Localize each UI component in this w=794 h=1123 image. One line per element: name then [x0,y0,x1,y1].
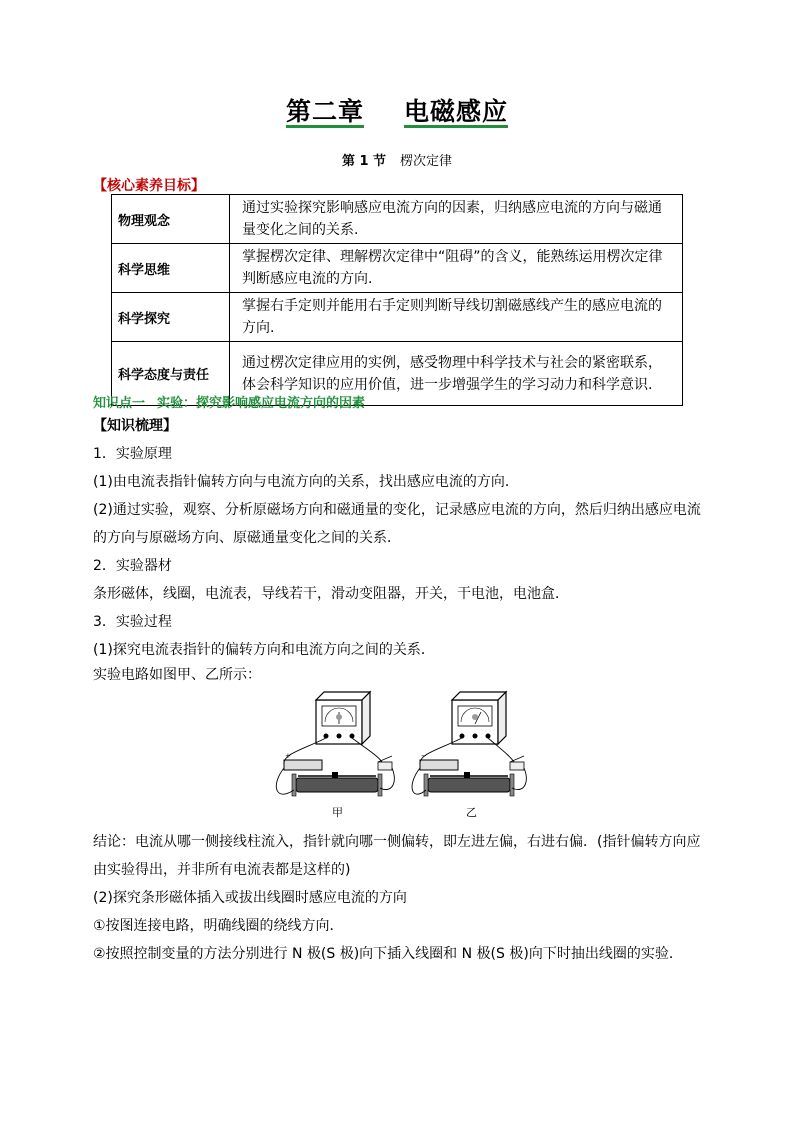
switch-icon [378,756,392,770]
goal-value: 通过楞次定律应用的实例，感受物理中科学技术与社会的紧密联系，体会科学知识的应用价值，进一步增强学生的学习动力和科学意识. [230,342,683,406]
paragraph: (1)探究电流表指针的偏转方向和电流方向之间的关系． [93,642,435,658]
galvanometer-icon [452,692,506,744]
table-row [112,195,683,244]
chapter-number: 第二章 [285,97,364,126]
paragraph: ①按图连接电路，明确线圈的绕线方向． [93,918,344,934]
goal-value: 通过实验探究影响感应电流方向的因素，归纳感应电流的方向与磁通量变化之间的关系. [230,195,683,244]
section-name: 楞次定律 [400,154,453,169]
switch-icon [510,756,524,770]
paragraph: 条形磁体，线圈，电流表，导线若干，滑动变阻器，开关，干电池，电池盒． [93,586,569,602]
knowledge-point-title: 实验：探究影响感应电流方向的因素 [157,396,366,411]
paragraph: (2)通过实验，观察、分析原磁场方向和磁通量的变化，记录感应电流的方向，然后归纳出感应电流的方向与原磁场方向、原磁通量变化之间的关系． [93,502,701,546]
paragraph: 3．实验过程 [93,614,172,630]
battery-minus-label: − [421,752,427,760]
rheostat-icon [424,772,514,796]
paragraph: 1．实验原理 [93,446,172,462]
paragraph: ②按照控制变量的方法分别进行 N 极(S 极)向下插入线圈和 N 极(S 极)向下时抽出线圈的实验． [93,946,683,962]
chapter-name: 电磁感应 [404,97,509,126]
paragraph: 2．实验器材 [93,558,172,574]
goal-key: 科学思维 [112,244,230,293]
knowledge-point-label: 知识点一 [93,396,146,411]
paragraph: (1)由电流表指针偏转方向与电流方向的关系，找出感应电流的方向． [93,474,519,490]
knowledge-point-heading [93,392,365,411]
goal-key: 科学态度与责任 [112,342,230,406]
core-goals-table [111,194,683,406]
battery-plus-label: + [285,752,291,760]
figure-label-b: 乙 [466,806,477,819]
goal-value: 掌握楞次定律、理解楞次定律中“阻碍”的含义，能熟练运用楞次定律判断感应电流的方向. [230,244,683,293]
paragraph: 实验电路如图甲、乙所示： [93,667,261,683]
table-row [112,293,683,342]
goal-key: 科学探究 [112,293,230,342]
circuit-diagram-a [276,692,394,819]
paragraph: 结论：电流从哪一侧接线柱流入，指针就向哪一侧偏转，即左进左偏，右进右偏．(指针偏转方向应由实验得出，并非所有电流表都是这样的) [93,834,701,878]
core-goals-heading: 【核心素养目标】 [93,178,205,194]
goal-key: 物理观念 [112,195,230,244]
goal-value: 掌握右手定则并能用右手定则判断导线切割磁感线产生的感应电流的方向. [230,293,683,342]
circuit-diagram-b [412,692,526,819]
table-row [112,244,683,293]
section-number: 第 1 节 [341,154,387,169]
galvanometer-icon [316,692,370,744]
figure-label-a: 甲 [332,806,343,819]
paragraph: (2)探究条形磁体插入或拔出线圈时感应电流的方向 [93,890,407,906]
knowledge-sort-heading: 【知识梳理】 [93,418,177,434]
circuit-figure [272,690,532,820]
section-title [0,150,794,169]
rheostat-icon [292,772,382,796]
chapter-title [0,92,794,128]
